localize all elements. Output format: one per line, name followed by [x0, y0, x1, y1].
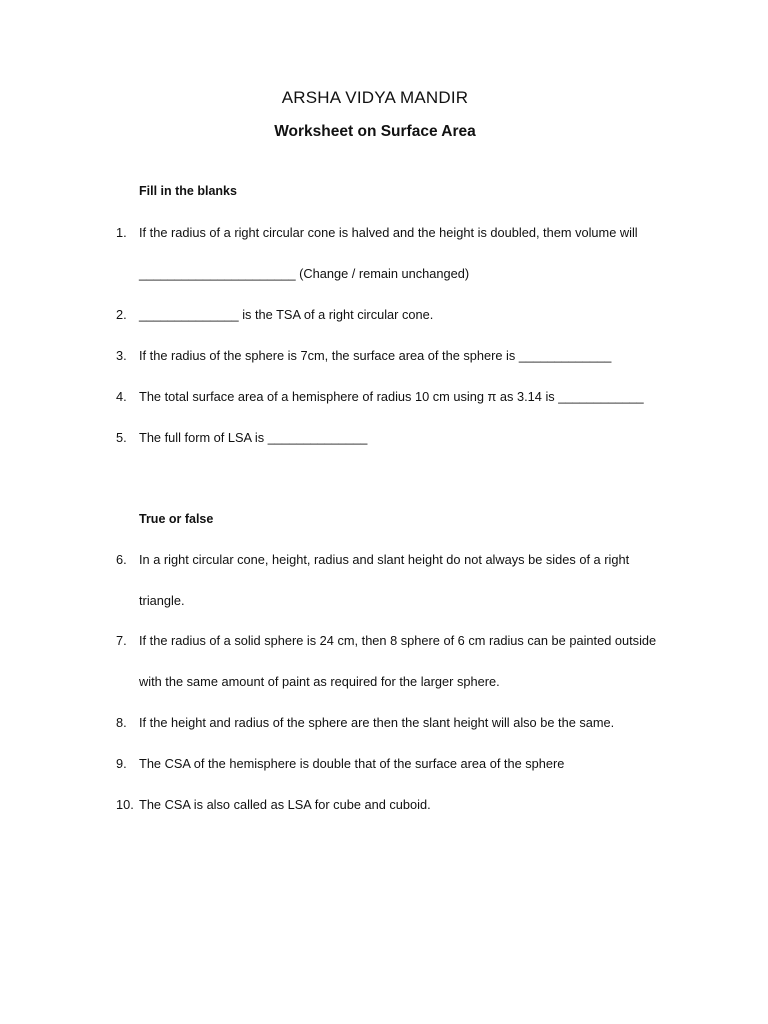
school-name: ARSHA VIDYA MANDIR [281, 88, 469, 107]
question-text: If the radius of the sphere is 7cm, the surface area of the sphere is _____________ [139, 348, 612, 363]
question-text: If the radius of a solid sphere is 24 cm, then 8 sphere of 6 cm radius can be painted outside [139, 633, 657, 648]
question-number: 4. [116, 389, 127, 404]
worksheet-title: Worksheet on Surface Area [274, 123, 476, 140]
question-number: 7. [116, 633, 127, 648]
question-number: 5. [116, 430, 127, 445]
question-number: 9. [116, 756, 127, 771]
question-number: 10. [116, 797, 134, 812]
question-text: ______________ is the TSA of a right circular cone. [139, 307, 434, 322]
question-number: 1. [116, 225, 127, 240]
question-text: The full form of LSA is ______________ [139, 430, 368, 445]
question-continuation: with the same amount of paint as required for the larger sphere. [139, 674, 500, 689]
question-continuation: triangle. [139, 593, 185, 608]
question-text: In a right circular cone, height, radius and slant height do not always be sides of a right [139, 552, 630, 567]
question-number: 6. [116, 552, 127, 567]
question-number: 8. [116, 715, 127, 730]
question-text: If the radius of a right circular cone is halved and the height is doubled, them volume will [139, 225, 638, 240]
question-number: 2. [116, 307, 127, 322]
question-text: The CSA of the hemisphere is double that of the surface area of the sphere [139, 756, 565, 771]
section-heading-fill-blanks: Fill in the blanks [139, 184, 237, 198]
question-text: The CSA is also called as LSA for cube and cuboid. [139, 797, 431, 812]
question-text: If the height and radius of the sphere are then the slant height will also be the same. [139, 715, 615, 730]
question-continuation: ______________________ (Change / remain unchanged) [139, 266, 470, 281]
question-number: 3. [116, 348, 127, 363]
section-heading-true-false: True or false [139, 512, 214, 526]
question-text: The total surface area of a hemisphere of radius 10 cm using π as 3.14 is ____________ [139, 389, 644, 404]
